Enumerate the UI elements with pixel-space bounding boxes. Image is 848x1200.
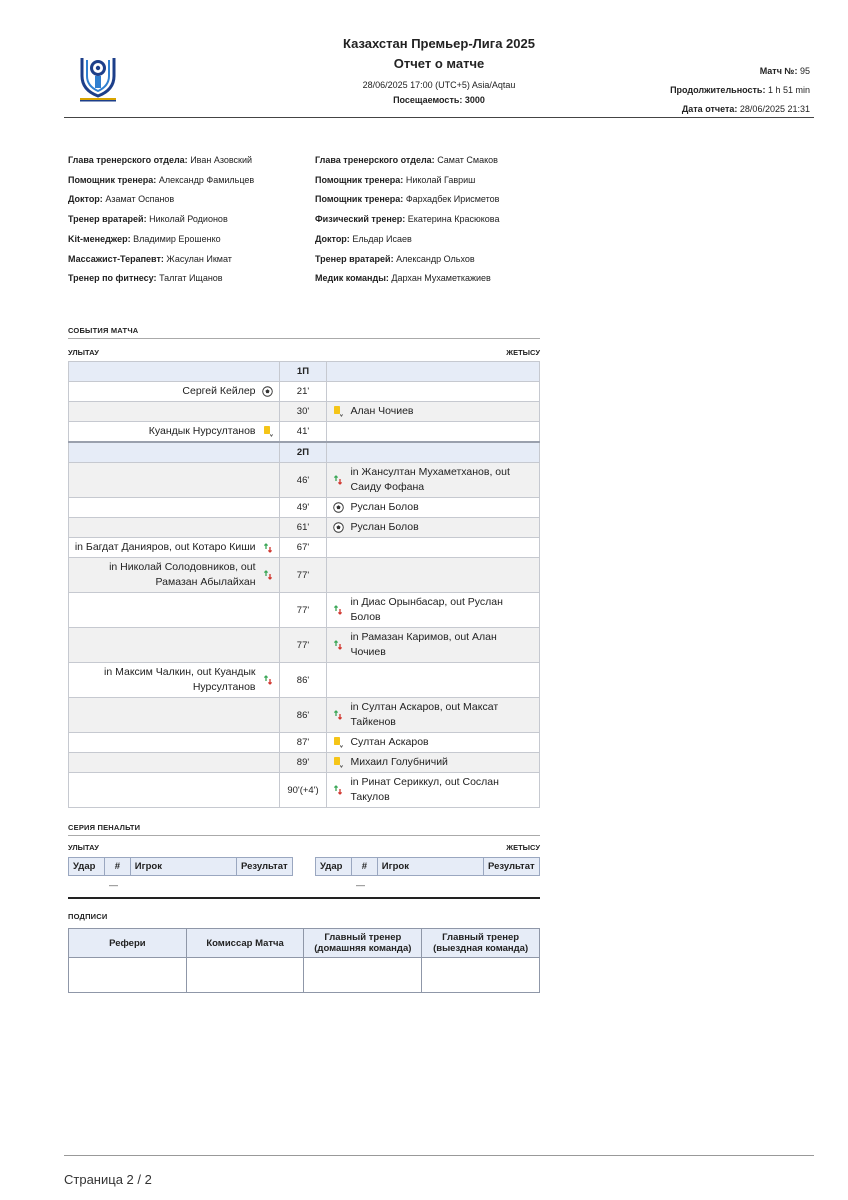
away-event-text: in Диас Орынбасар, out Руслан Болов [350, 596, 503, 623]
staff-item: Массажист-Терапевт: Жасулан Икмат [68, 253, 232, 264]
col-player: Игрок [377, 858, 483, 876]
event-row [69, 402, 540, 422]
away-penalty-empty: — [356, 880, 365, 890]
event-row [69, 753, 540, 773]
match-duration: Продолжительность: 1 h 51 min [670, 85, 810, 95]
event-row [69, 422, 540, 443]
sig-box-home-coach[interactable] [304, 958, 422, 993]
section-divider [68, 897, 540, 899]
event-row [69, 698, 540, 733]
away-event-cell [327, 698, 540, 733]
home-event-cell [69, 663, 280, 698]
staff-item: Помощник тренера: Николай Гавриш [315, 174, 476, 185]
home-event-text: in Багдат Данияров, out Котаро Киши [74, 541, 256, 553]
event-minute: 87' [279, 733, 327, 753]
sig-box-away-coach[interactable] [422, 958, 540, 993]
away-event-cell [327, 463, 540, 498]
home-event-text: Сергей Кейлер [182, 385, 256, 397]
match-number: Матч №: 95 [759, 66, 810, 76]
match-datetime: 28/06/2025 17:00 (UTC+5) Asia/Aqtau [362, 80, 516, 90]
event-row [69, 558, 540, 593]
event-minute: 61' [279, 518, 327, 538]
col-number: # [104, 858, 130, 876]
away-event-cell [327, 382, 540, 402]
staff-item: Глава тренерского отдела: Самат Смаков [315, 155, 498, 165]
goal-icon [331, 521, 345, 535]
home-team-name: УЛЫТАУ [68, 348, 99, 357]
period-label: 2П [279, 442, 327, 463]
home-event-text: in Николай Солодовников, out Рамазан Абылайхан [109, 561, 256, 588]
away-event-text: Султан Аскаров [350, 736, 429, 748]
yellow-card-icon [331, 756, 345, 770]
home-penalty-table [68, 857, 293, 876]
yellow-card-icon [261, 425, 275, 439]
away-event-text: in Жансултан Мухаметханов, out Саиду Фофана [350, 466, 510, 493]
home-event-cell [69, 733, 280, 753]
substitution-icon [331, 603, 345, 617]
staff-item: Доктор: Азамат Оспанов [68, 194, 175, 205]
home-event-text: Куандык Нурсултанов [148, 425, 256, 437]
away-team-name: ЖЕТЫСУ [506, 843, 540, 852]
home-event-cell [69, 773, 280, 808]
penalties-section-title: СЕРИЯ ПЕНАЛЬТИ [68, 823, 540, 836]
home-event-cell [69, 753, 280, 773]
event-minute: 41' [279, 422, 327, 443]
away-event-text: Алан Чочиев [350, 405, 414, 417]
signatures-section-title: ПОДПИСИ [68, 912, 108, 921]
away-event-text: in Султан Аскаров, out Максат Тайкенов [350, 701, 499, 728]
home-event-cell [69, 402, 280, 422]
home-event-cell [69, 593, 280, 628]
away-event-cell [327, 538, 540, 558]
staff-item: Тренер по фитнесу: Талгат Ищанов [68, 273, 223, 284]
away-event-cell [327, 628, 540, 663]
events-team-row [68, 348, 540, 357]
event-minute: 86' [279, 663, 327, 698]
away-event-cell [327, 558, 540, 593]
away-event-text: Руслан Болов [350, 501, 419, 513]
yellow-card-icon [331, 736, 345, 750]
home-event-cell [69, 628, 280, 663]
goal-icon [261, 385, 275, 399]
home-staff-list [68, 151, 254, 289]
league-title: Казахстан Премьер-Лига 2025 [343, 36, 535, 51]
event-minute: 77' [279, 593, 327, 628]
event-minute: 49' [279, 498, 327, 518]
away-event-text: Михаил Голубничий [350, 756, 448, 768]
away-event-cell [327, 498, 540, 518]
substitution-icon [331, 473, 345, 487]
home-event-cell [69, 518, 280, 538]
goal-icon [331, 501, 345, 515]
away-event-cell [327, 773, 540, 808]
staff-item: Помощник тренера: Фархадбек Ирисметов [315, 194, 500, 205]
away-event-text: in Рамазан Каримов, out Алан Чочиев [350, 631, 497, 658]
event-minute: 30' [279, 402, 327, 422]
home-event-cell [69, 698, 280, 733]
substitution-icon [331, 638, 345, 652]
away-event-text: in Ринат Сериккул, out Сослан Такулов [350, 776, 499, 803]
event-minute: 67' [279, 538, 327, 558]
substitution-icon [331, 783, 345, 797]
event-minute: 90'(+4') [279, 773, 327, 808]
col-number: # [351, 858, 377, 876]
penalties-team-row [68, 843, 540, 852]
event-minute: 86' [279, 698, 327, 733]
substitution-icon [261, 568, 275, 582]
sig-col-referee: Рефери [69, 929, 187, 958]
home-event-cell [69, 538, 280, 558]
event-row [69, 593, 540, 628]
staff-item: Kit-менеджер: Владимир Ерошенко [68, 233, 221, 244]
home-penalty-empty: — [109, 880, 118, 890]
sig-col-commissioner: Комиссар Матча [186, 929, 304, 958]
period-label: 1П [279, 362, 327, 382]
sig-box-commissioner[interactable] [186, 958, 304, 993]
yellow-card-icon [331, 405, 345, 419]
match-meta [670, 62, 810, 119]
page-footer [64, 1155, 814, 1187]
away-event-cell [327, 593, 540, 628]
event-row [69, 663, 540, 698]
report-date: Дата отчета: 28/06/2025 21:31 [681, 104, 810, 114]
event-row [69, 498, 540, 518]
period-row [69, 362, 540, 382]
col-result: Результат [236, 858, 292, 876]
event-minute: 46' [279, 463, 327, 498]
report-header [64, 28, 814, 118]
away-penalty-table [315, 857, 540, 876]
away-team-name: ЖЕТЫСУ [506, 348, 540, 357]
event-row [69, 518, 540, 538]
event-row [69, 382, 540, 402]
col-shot: Удар [316, 858, 352, 876]
page-number: Страница 2 / 2 [64, 1172, 152, 1187]
staff-item: Физический тренер: Екатерина Красюкова [315, 214, 500, 225]
staff-item: Глава тренерского отдела: Иван Азовский [68, 155, 253, 165]
substitution-icon [331, 708, 345, 722]
report-title: Отчет о матче [393, 56, 485, 71]
attendance: Посещаемость: 3000 [393, 95, 485, 105]
home-event-cell [69, 463, 280, 498]
col-shot: Удар [69, 858, 105, 876]
col-player: Игрок [130, 858, 236, 876]
staff-item: Тренер вратарей: Александр Ольхов [315, 253, 475, 264]
event-row [69, 463, 540, 498]
event-minute: 89' [279, 753, 327, 773]
staff-item: Тренер вратарей: Николай Родионов [68, 214, 228, 225]
home-event-cell [69, 422, 280, 443]
away-event-cell [327, 663, 540, 698]
away-event-cell [327, 733, 540, 753]
col-result: Результат [483, 858, 539, 876]
sig-box-referee[interactable] [69, 958, 187, 993]
home-event-cell [69, 382, 280, 402]
event-minute: 21' [279, 382, 327, 402]
event-minute: 77' [279, 558, 327, 593]
home-event-text: in Максим Чалкин, out Куандык Нурсултанов [104, 666, 256, 693]
away-event-text: Руслан Болов [350, 521, 419, 533]
home-event-cell [69, 498, 280, 518]
home-team-name: УЛЫТАУ [68, 843, 99, 852]
away-event-cell [327, 753, 540, 773]
staff-item: Доктор: Ельдар Исаев [315, 233, 412, 244]
home-event-cell [69, 558, 280, 593]
sig-col-home-coach: Главный тренер (домашняя команда) [304, 929, 422, 958]
sig-col-away-coach: Главный тренер (выездная команда) [422, 929, 540, 958]
event-row [69, 538, 540, 558]
signatures-table [68, 928, 540, 993]
event-minute: 77' [279, 628, 327, 663]
away-event-cell [327, 422, 540, 443]
substitution-icon [261, 673, 275, 687]
event-row [69, 733, 540, 753]
staff-item: Медик команды: Дархан Мухаметкажиев [315, 273, 491, 284]
event-row [69, 773, 540, 808]
event-row [69, 628, 540, 663]
period-row [69, 442, 540, 463]
staff-item: Помощник тренера: Александр Фамильцев [68, 174, 255, 185]
events-section-title: СОБЫТИЯ МАТЧА [68, 326, 540, 339]
events-table [68, 361, 540, 808]
away-staff-list [315, 151, 500, 289]
away-event-cell [327, 402, 540, 422]
away-event-cell [327, 518, 540, 538]
substitution-icon [261, 541, 275, 555]
